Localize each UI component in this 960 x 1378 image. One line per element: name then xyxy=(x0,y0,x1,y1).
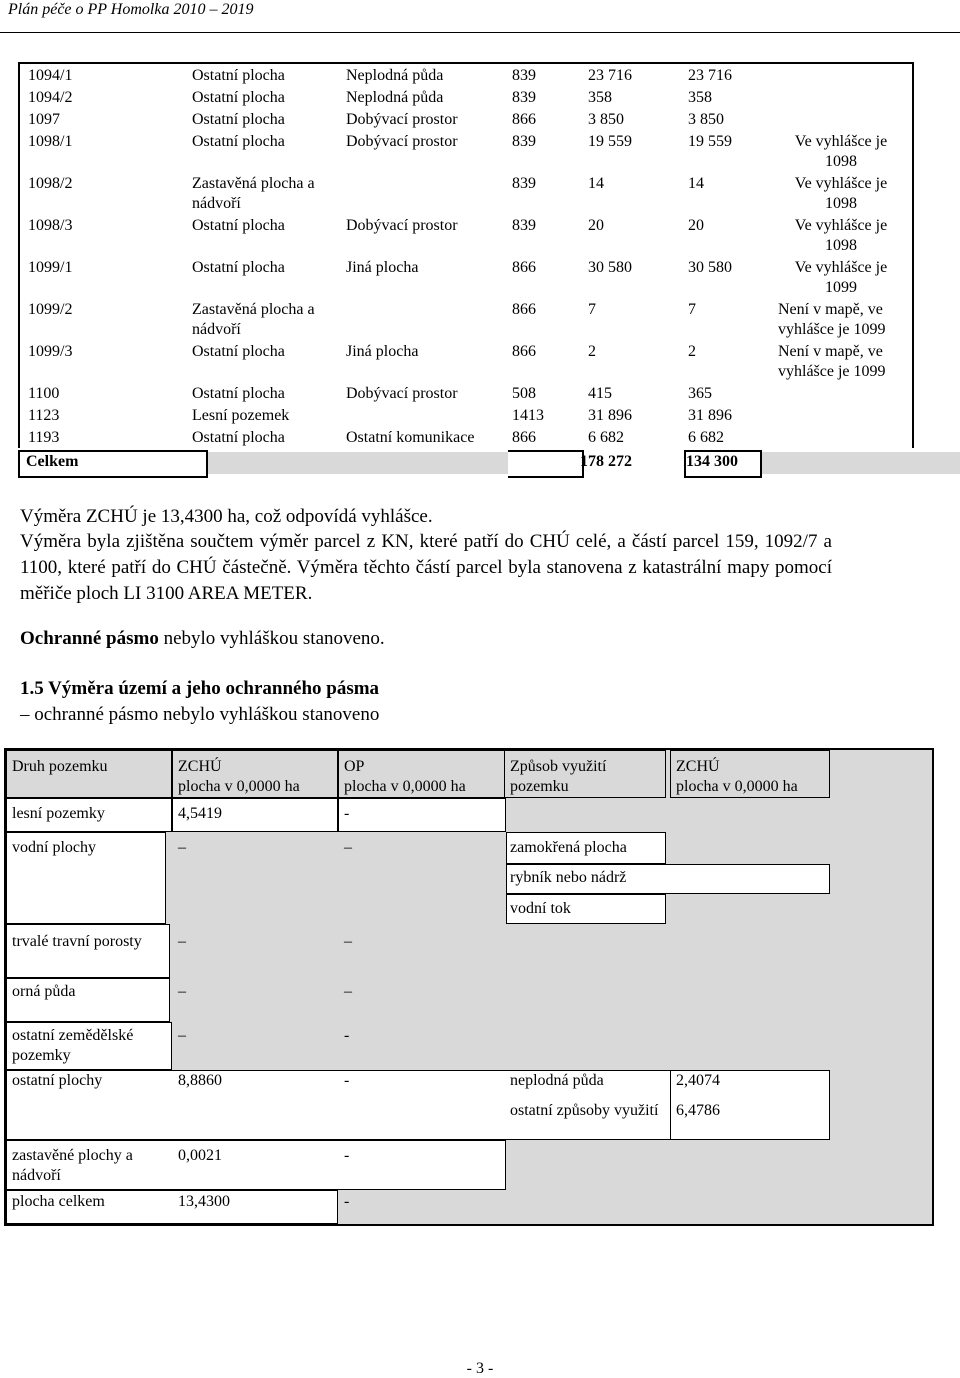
lesni-op: - xyxy=(344,805,350,822)
area-method-paragraph: Výměra byla zjištěna součtem výměr parcel z KN, které patří do CHÚ celé, a částí parcel 159, 1092/7 a 1100, které patří do CHÚ částečně. Výměra těchto částí parcel byla stanovena z katastrální mapy pomocí měřiče ploch LI 3100 AREA METER. xyxy=(20,531,832,604)
header-divider xyxy=(0,32,960,33)
vodni-zchu: – xyxy=(178,839,186,856)
total-tail-shaded xyxy=(762,452,960,474)
parcel-area-zchu: 30 580 xyxy=(688,259,732,276)
parcel-row xyxy=(20,256,912,298)
area-table xyxy=(4,748,934,1226)
parcel-area-zchu: 365 xyxy=(688,385,712,402)
orna-zchu: – xyxy=(178,983,186,1000)
parcel-area-total: 3 850 xyxy=(588,111,624,128)
use-vodni-tok: vodní tok xyxy=(510,900,571,917)
parcel-area-zchu: 23 716 xyxy=(688,67,732,84)
parcel-area-zchu: 3 850 xyxy=(688,111,724,128)
ostatni-zem-op: - xyxy=(344,1027,350,1044)
total-area-a: 178 272 xyxy=(580,453,632,470)
parcel-area-zchu: 19 559 xyxy=(688,133,732,150)
parcel-number: 1123 xyxy=(28,407,60,424)
parcel-use: Dobývací prostor xyxy=(346,111,458,128)
parcel-row xyxy=(20,214,912,256)
ostatni-zpusoby-label: ostatní způsoby využití xyxy=(510,1102,659,1119)
parcel-area-total: 7 xyxy=(588,301,596,318)
parcel-type: Ostatní plocha xyxy=(192,133,285,150)
parcel-lv: 839 xyxy=(512,217,536,234)
vodni-label: vodní plochy xyxy=(12,839,96,856)
parcel-use: Neplodná půda xyxy=(346,67,444,84)
parcel-number: 1098/2 xyxy=(28,175,73,192)
celkem-label: plocha celkem xyxy=(12,1193,105,1210)
parcel-row xyxy=(20,86,912,108)
vodni-op: – xyxy=(344,839,352,856)
parcel-type: Ostatní plocha xyxy=(192,89,285,106)
parcel-row xyxy=(20,64,912,86)
parcel-number: 1099/1 xyxy=(28,259,73,276)
parcel-lv: 839 xyxy=(512,89,536,106)
parcel-number: 1098/3 xyxy=(28,217,73,234)
parcel-area-total: 20 xyxy=(588,217,604,234)
zastavene-label: zastavěné plochy a nádvoří xyxy=(12,1147,133,1184)
parcel-note: Ve vyhlášce je 1098 xyxy=(794,175,888,212)
parcel-lv: 866 xyxy=(512,301,536,318)
parcel-type: Ostatní plocha xyxy=(192,385,285,402)
parcel-number: 1099/3 xyxy=(28,343,73,360)
parcel-area-zchu: 31 896 xyxy=(688,407,732,424)
parcel-number: 1193 xyxy=(28,429,60,446)
ostatni-zem-label: ostatní zemědělské pozemky xyxy=(12,1027,134,1064)
parcel-row xyxy=(20,172,912,214)
zastavene-op: - xyxy=(344,1147,350,1164)
trvale-zchu: – xyxy=(178,933,186,950)
parcel-lv: 866 xyxy=(512,111,536,128)
parcel-note: Není v mapě, ve vyhlášce je 1099 xyxy=(778,343,886,380)
parcel-note: Ve vyhlášce je 1099 xyxy=(794,259,888,296)
parcel-number: 1094/2 xyxy=(28,89,73,106)
trvale-op: – xyxy=(344,933,352,950)
parcel-lv: 839 xyxy=(512,175,536,192)
parcel-area-total: 6 682 xyxy=(588,429,624,446)
parcel-type: Lesní pozemek xyxy=(192,407,290,424)
parcel-area-total: 19 559 xyxy=(588,133,632,150)
parcel-lv: 866 xyxy=(512,343,536,360)
parcel-area-total: 2 xyxy=(588,343,596,360)
parcel-area-zchu: 6 682 xyxy=(688,429,724,446)
parcel-area-total: 14 xyxy=(588,175,604,192)
area-sentence: Výměra ZCHÚ je 13,4300 ha, což odpovídá vyhlášce. xyxy=(20,506,433,527)
celkem-op: - xyxy=(344,1193,350,1210)
parcel-use: Neplodná půda xyxy=(346,89,444,106)
lesni-zchu: 4,5419 xyxy=(178,805,222,822)
ostatni-plochy-zchu: 8,8860 xyxy=(178,1072,222,1089)
parcel-type: Ostatní plocha xyxy=(192,429,285,446)
parcel-number: 1097 xyxy=(28,111,60,128)
parcel-note: Není v mapě, ve vyhlášce je 1099 xyxy=(778,301,886,338)
parcel-use: Jiná plocha xyxy=(346,343,419,360)
h-zchu-unit: plocha v 0,0000 ha xyxy=(178,778,300,795)
h-zchu: ZCHÚ xyxy=(178,758,222,775)
parcel-row xyxy=(20,130,912,172)
parcel-use: Jiná plocha xyxy=(346,259,419,276)
h-op-unit: plocha v 0,0000 ha xyxy=(344,778,466,795)
total-gap-shaded xyxy=(208,452,508,474)
parcel-type: Ostatní plocha xyxy=(192,217,285,234)
parcel-row xyxy=(20,340,912,382)
parcel-use: Dobývací prostor xyxy=(346,217,458,234)
orna-op: – xyxy=(344,983,352,1000)
parcel-row xyxy=(20,426,912,448)
parcel-total-row xyxy=(18,450,960,476)
parcel-lv: 839 xyxy=(512,133,536,150)
buffer-zone-note xyxy=(20,626,840,652)
buffer-zone-text: nebylo vyhláškou stanoveno. xyxy=(158,628,385,649)
buffer-zone-label: Ochranné pásmo xyxy=(20,628,159,649)
parcel-area-total: 30 580 xyxy=(588,259,632,276)
parcel-area-total: 358 xyxy=(588,89,612,106)
ostatni-zem-zchu: – xyxy=(178,1027,186,1044)
use-zamokrena: zamokřená plocha xyxy=(510,839,627,856)
page-header-title: Plán péče o PP Homolka 2010 – 2019 xyxy=(8,1,254,18)
parcel-use: Dobývací prostor xyxy=(346,385,458,402)
h-zpusob: Způsob využití pozemku xyxy=(510,758,607,795)
parcel-number: 1099/2 xyxy=(28,301,73,318)
total-label: Celkem xyxy=(26,453,79,470)
parcel-type: Ostatní plocha xyxy=(192,259,285,276)
parcel-area-zchu: 14 xyxy=(688,175,704,192)
parcel-area-total: 23 716 xyxy=(588,67,632,84)
parcel-number: 1094/1 xyxy=(28,67,73,84)
lesni-label: lesní pozemky xyxy=(12,805,105,822)
section-subheading: – ochranné pásmo nebylo vyhláškou stanoveno xyxy=(20,704,380,725)
parcel-lv: 866 xyxy=(512,259,536,276)
parcel-area-zchu: 2 xyxy=(688,343,696,360)
total-area-b: 134 300 xyxy=(686,453,738,470)
parcel-lv: 508 xyxy=(512,385,536,402)
parcel-number: 1100 xyxy=(28,385,60,402)
section-heading: 1.5 Výměra území a jeho ochranného pásma xyxy=(20,678,380,699)
parcel-row xyxy=(20,298,912,340)
parcel-type: Ostatní plocha xyxy=(192,343,285,360)
total-area-b-cell xyxy=(684,450,762,478)
total-label-cell xyxy=(18,450,208,478)
total-area-a-cell xyxy=(508,450,632,478)
parcel-type: Ostatní plocha xyxy=(192,67,285,84)
use-rybnik: rybník nebo nádrž xyxy=(510,869,627,886)
parcel-type: Zastavěná plocha a nádvoří xyxy=(192,175,315,212)
ostatni-zpusoby-value: 6,4786 xyxy=(676,1102,720,1119)
parcel-number: 1098/1 xyxy=(28,133,73,150)
h-op: OP xyxy=(344,758,365,775)
parcel-lv: 1413 xyxy=(512,407,544,424)
parcel-use: Ostatní komunikace xyxy=(346,429,475,446)
zastavene-zchu: 0,0021 xyxy=(178,1147,222,1164)
parcel-row xyxy=(20,108,912,130)
neplodna-value: 2,4074 xyxy=(676,1072,720,1089)
parcel-area-zchu: 20 xyxy=(688,217,704,234)
parcel-lv: 866 xyxy=(512,429,536,446)
parcel-area-zchu: 7 xyxy=(688,301,696,318)
parcel-table xyxy=(18,62,914,448)
parcel-area-zchu: 358 xyxy=(688,89,712,106)
parcel-type: Ostatní plocha xyxy=(192,111,285,128)
h-zchu2: ZCHÚ xyxy=(676,758,720,775)
cell-lesni-op xyxy=(338,798,506,832)
parcel-row xyxy=(20,404,912,426)
parcel-type: Zastavěná plocha a nádvoří xyxy=(192,301,315,338)
h-druh: Druh pozemku xyxy=(12,758,108,775)
parcel-area-total: 31 896 xyxy=(588,407,632,424)
orna-label: orná půda xyxy=(12,983,76,1000)
celkem-zchu: 13,4300 xyxy=(178,1193,230,1210)
parcel-lv: 839 xyxy=(512,67,536,84)
ostatni-plochy-op: - xyxy=(344,1072,350,1089)
parcel-note: Ve vyhlášce je 1098 xyxy=(794,133,888,170)
parcel-use: Dobývací prostor xyxy=(346,133,458,150)
ostatni-plochy-label: ostatní plochy xyxy=(12,1072,103,1089)
parcel-row xyxy=(20,382,912,404)
h-zchu2-unit: plocha v 0,0000 ha xyxy=(676,778,798,795)
parcel-area-total: 415 xyxy=(588,385,612,402)
page-number: - 3 - xyxy=(466,1360,494,1377)
neplodna-label: neplodná půda xyxy=(510,1072,604,1089)
parcel-note: Ve vyhlášce je 1098 xyxy=(794,217,888,254)
trvale-label: trvalé travní porosty xyxy=(12,933,142,950)
